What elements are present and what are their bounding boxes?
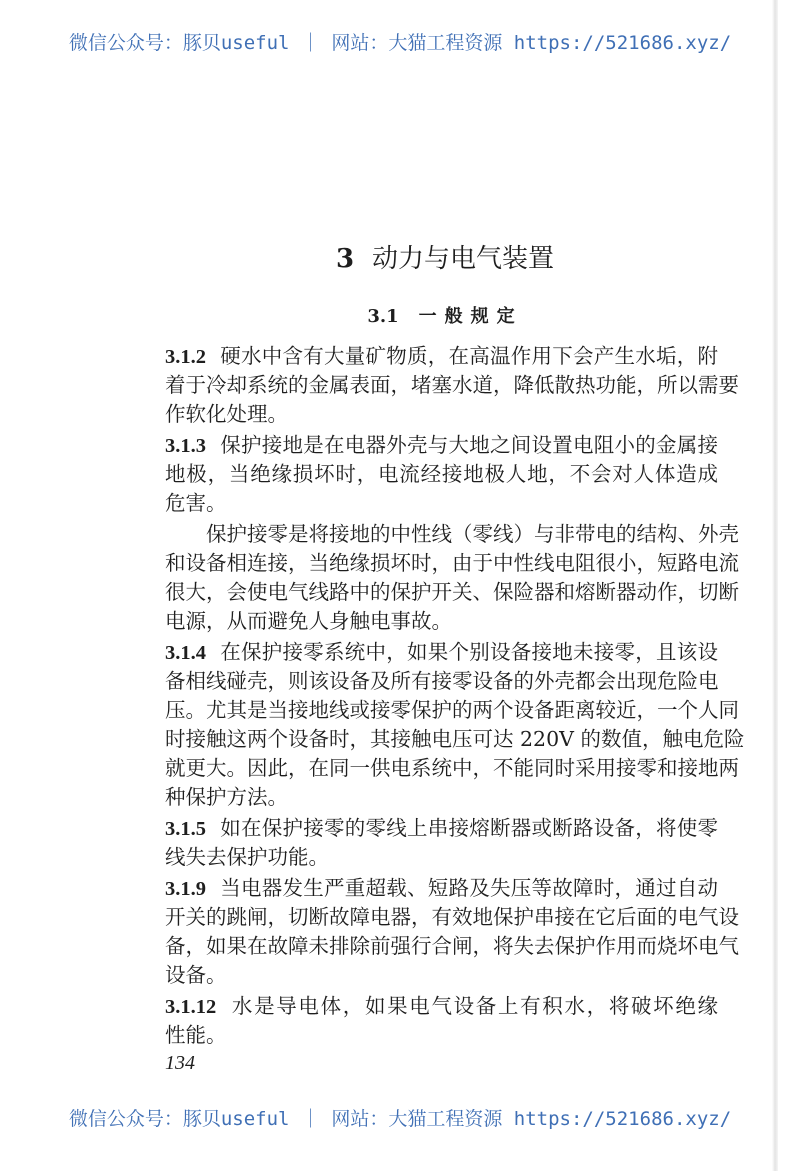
clause-number: 3.1.3 (165, 435, 206, 457)
text-line (165, 725, 745, 754)
line-text: 地极，当绝缘损坏时，电流经接地极人地，不会对人体造成 (165, 462, 718, 486)
line-text: 备，如果在故障未排除前强行合闸，将失去保护作用而烧坏电气 (165, 934, 739, 958)
section-title: 一般规定 (418, 306, 523, 327)
text-line (165, 754, 739, 783)
text-line (165, 371, 739, 400)
section-heading (0, 302, 800, 328)
text-line (165, 638, 718, 667)
line-text: 设备。 (165, 963, 227, 987)
line-text: 线失去保护功能。 (165, 845, 329, 869)
text-line (165, 607, 718, 636)
clause-number: 3.1.9 (165, 878, 206, 900)
clause-paragraph (165, 814, 718, 872)
body-text (165, 342, 745, 1052)
chapter-number: 3 (335, 244, 355, 274)
text-line (165, 843, 718, 872)
line-text: 如在保护接零的零线上串接熔断器或断路设备，将使零 (220, 816, 718, 840)
clause-paragraph (165, 638, 745, 812)
clause-number: 3.1.5 (165, 818, 206, 840)
clause-number: 3.1.2 (165, 346, 206, 368)
line-text: 保护接地是在电器外壳与大地之间设置电阻小的金属接 (220, 433, 718, 457)
chapter-heading (0, 238, 800, 275)
text-line (165, 992, 718, 1021)
line-text: 硬水中含有大量矿物质，在高温作用下会产生水垢，附 (220, 344, 718, 368)
clause-paragraph (165, 992, 718, 1050)
line-text: 备相线碰壳，则该设备及所有接零设备的外壳都会出现危险电 (165, 669, 719, 693)
text-line (165, 549, 739, 578)
clause-paragraph (165, 431, 718, 518)
line-text: 电源，从而避免人身触电事故。 (165, 609, 452, 633)
chapter-title: 动力与电气装置 (372, 244, 555, 274)
text-line (165, 696, 739, 725)
text-line (165, 460, 718, 489)
clause-number: 3.1.12 (165, 996, 217, 1018)
line-text: 开关的跳闸，切断故障电器，有效地保护串接在它后面的电气设 (165, 905, 739, 929)
text-line (165, 400, 718, 429)
clause-paragraph (165, 520, 739, 636)
text-line (165, 932, 739, 961)
line-text: 种保护方法。 (165, 785, 288, 809)
text-line (165, 578, 739, 607)
section-number: 3.1 (367, 306, 399, 327)
text-line (165, 814, 718, 843)
line-text: 水是导电体，如果电气设备上有积水，将破坏绝缘 (230, 994, 718, 1018)
clause-paragraph (165, 874, 739, 990)
watermark-bottom: 微信公众号：豚贝useful ｜ 网站：大猫工程资源 https://521686.xyz/ (68, 1108, 732, 1130)
text-line (165, 489, 718, 518)
text-line (165, 874, 718, 903)
text-line (165, 342, 718, 371)
text-line (165, 1021, 718, 1050)
line-text: 在保护接零系统中，如果个别设备接地未接零，且该设 (220, 640, 718, 664)
line-text: 时接触这两个设备时，其接触电压可达 220V 的数值，触电危险 (165, 727, 745, 751)
line-text: 性能。 (165, 1023, 227, 1047)
text-line (165, 961, 718, 990)
text-line (165, 431, 718, 460)
text-line (165, 520, 739, 549)
line-text: 危害。 (165, 491, 227, 515)
watermark-top: 微信公众号：豚贝useful ｜ 网站：大猫工程资源 https://521686.xyz/ (68, 32, 732, 54)
line-text: 压。尤其是当接地线或接零保护的两个设备距离较近，一个人同 (165, 698, 739, 722)
line-text: 就更大。因此，在同一供电系统中，不能同时采用接零和接地两 (165, 756, 739, 780)
line-text: 作软化处理。 (165, 402, 288, 426)
clause-paragraph (165, 342, 739, 429)
text-line (165, 903, 739, 932)
text-line (165, 667, 718, 696)
line-text: 很大，会使电气线路中的保护开关、保险器和熔断器动作，切断 (165, 580, 739, 604)
clause-number: 3.1.4 (165, 642, 206, 664)
scan-edge-shadow (772, 0, 778, 1171)
line-text: 当电器发生严重超载、短路及失压等故障时，通过自动 (220, 876, 718, 900)
line-text: 和设备相连接，当绝缘损坏时，由于中性线电阻很小，短路电流 (165, 551, 739, 575)
page-number: 134 (165, 1052, 195, 1074)
line-text: 着于冷却系统的金属表面，堵塞水道，降低散热功能，所以需要 (165, 373, 739, 397)
text-line (165, 783, 718, 812)
line-text: 保护接零是将接地的中性线（零线）与非带电的结构、外壳 (206, 522, 739, 546)
